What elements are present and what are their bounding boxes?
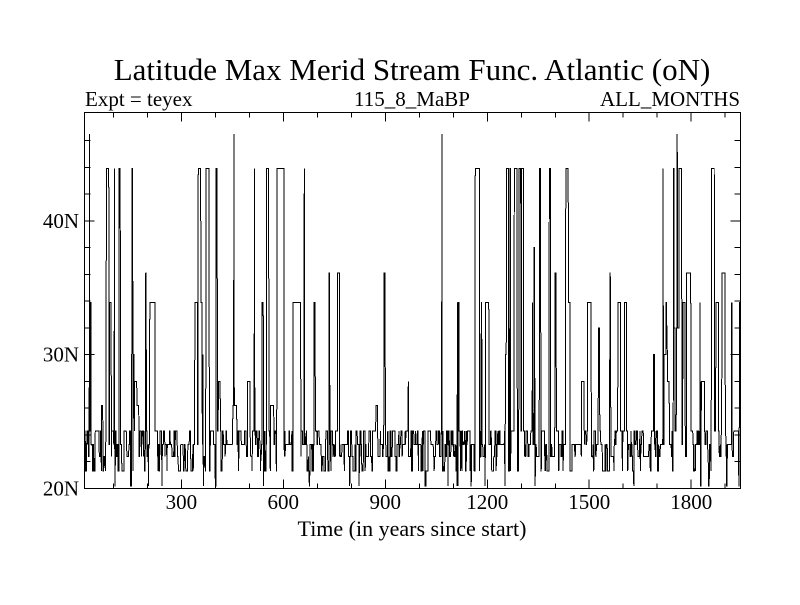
chart-title: Latitude Max Merid Stream Func. Atlantic (oN) [113,52,711,87]
x-axis-title: Time (in years since start) [297,516,527,541]
annotation-period: 115_8_MaBP [354,87,470,111]
y-tick-label: 30N [42,342,79,367]
series-line [85,134,741,486]
x-tick-label: 300 [165,490,198,514]
y-tick-labels [43,209,79,501]
x-tick-label: 900 [369,490,402,514]
x-tick-label: 1800 [670,490,713,514]
annotation-months: ALL_MONTHS [600,87,740,111]
y-tick-label: 20N [42,476,79,501]
x-tick-label: 600 [267,490,300,514]
annotation-experiment: Expt = teyex [85,87,193,111]
x-tick-label: 1500 [568,490,611,514]
x-tick-label: 1200 [466,490,509,514]
x-tick-labels [166,490,713,514]
y-tick-label: 40N [42,208,79,233]
